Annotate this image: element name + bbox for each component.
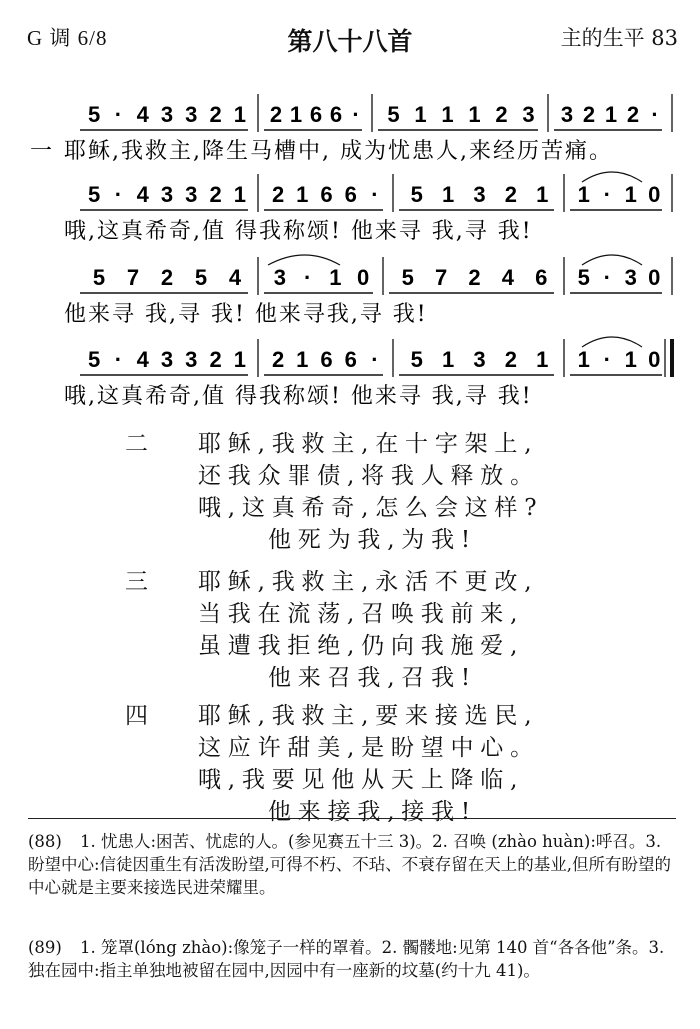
note-0-1-1: 1 [289, 102, 303, 127]
footnote-89 [28, 936, 676, 982]
note-3-1-1: 1 [296, 347, 309, 372]
note-0-2-5: 3 [522, 102, 535, 127]
note-1-1-2: 6 [320, 182, 333, 207]
note-2-0-3: 5 [194, 265, 208, 290]
note-0-0-5: 2 [209, 102, 222, 127]
note-3-1-0: 2 [271, 347, 285, 372]
note-2-0-4: 4 [228, 265, 242, 290]
slur-2b [268, 255, 340, 265]
slur-2 [582, 255, 642, 265]
note-2-3-2: 3 [624, 265, 637, 290]
note-0-2-2: 1 [441, 102, 454, 127]
note-3-3-3: 0 [648, 347, 661, 372]
note-2-2-1: 7 [434, 265, 448, 290]
note-0-3-1: 2 [582, 102, 596, 127]
note-1-0-5: 2 [209, 182, 222, 207]
note-1-0-1: · [114, 182, 123, 207]
note-0-1-0: 2 [269, 102, 283, 127]
note-0-3-2: 1 [604, 102, 618, 127]
verse-2-line-2: 还我众罪债,将我人释放。 [198, 463, 540, 489]
note-1-2-0: 5 [410, 182, 423, 207]
note-3-1-4: · [371, 347, 379, 372]
note-2-0-2: 2 [160, 265, 174, 290]
note-0-2-0: 5 [387, 102, 400, 127]
footnote-89-label: (89) [28, 938, 62, 957]
note-1-0-2: 4 [136, 182, 149, 207]
note-2-1-2: 1 [329, 265, 342, 290]
note-2-2-3: 4 [501, 265, 515, 290]
lyrics-line-0: 耶稣,我救主,降生马槽中, 成为忧患人,来经历苦痛。 [64, 139, 613, 164]
note-2-2-0: 5 [401, 265, 414, 290]
footnote-88-text: 1. 忧患人:困苦、忧虑的人。(参见赛五十三 3)。2. 召唤 (zhào huàn):呼召。3. 盼望中心:信徒因重生有活泼盼望,可得不朽、不玷、不衰存留在天上的基业,但所有盼望的中心就是主要来接选民进荣耀里。 [28, 832, 672, 897]
verse-3-line-2: 当我在流荡,召唤我前来, [198, 601, 525, 627]
note-3-2-0: 5 [410, 347, 423, 372]
verse-number-3: 三 [125, 569, 148, 595]
footnote-88-label: (88) [28, 832, 62, 851]
note-2-3-3: 0 [648, 265, 661, 290]
note-1-3-2: 1 [624, 182, 637, 207]
note-2-0-0: 5 [92, 265, 106, 290]
verse-3-line-3: 虽遭我拒绝,仍向我施爱, [198, 633, 525, 659]
note-0-1-2: 6 [309, 102, 323, 127]
note-0-3-3: 2 [626, 102, 640, 127]
note-1-1-4: · [371, 182, 379, 207]
note-0-0-6: 1 [233, 102, 246, 127]
note-2-0-1: 7 [126, 265, 140, 290]
note-0-0-1: · [114, 102, 123, 127]
note-0-1-4: · [352, 102, 360, 127]
note-3-0-6: 1 [233, 347, 246, 372]
lyrics-line-1: 哦,这真希奇,值 得我称颂! 他来寻 我,寻 我! [64, 219, 533, 244]
note-2-3-1: · [603, 265, 611, 290]
note-3-0-1: · [114, 347, 123, 372]
verse-4-line-2: 这应许甜美,是盼望中心。 [198, 735, 540, 761]
note-2-2-4: 6 [535, 265, 548, 290]
lyrics-line-3: 哦,这真希奇,值 得我称颂! 他来寻 我,寻 我! [64, 384, 533, 409]
lyrics-line-2: 他来寻 我,寻 我! 他来寻我,寻 我! [64, 302, 428, 327]
music-score [0, 80, 700, 420]
note-1-3-0: 1 [577, 182, 590, 207]
note-1-3-1: · [603, 182, 611, 207]
footnote-89-text: 1. 笼罩(lóng zhào):像笼子一样的罩着。2. 髑髅地:见第 140 首“各各他”条。3. 独在园中:指主单独地被留在园中,因园中有一座新的坟墓(约十九 41)。 [28, 938, 665, 980]
note-2-2-2: 2 [468, 265, 481, 290]
verse-3-line-1: 耶稣,我救主,永活不更改, [198, 569, 539, 595]
note-3-2-2: 3 [473, 347, 486, 372]
note-3-2-3: 2 [504, 347, 518, 372]
verse-2-line-3: 哦,这真希奇,怎么会这样? [198, 495, 544, 521]
note-0-0-2: 4 [136, 102, 149, 127]
note-2-3-0: 5 [577, 265, 590, 290]
note-1-2-3: 2 [504, 182, 518, 207]
note-1-1-3: 6 [344, 182, 357, 207]
note-0-1-3: 6 [329, 102, 343, 127]
footnote-divider [28, 818, 676, 819]
hymn-reference: 主的生平 83 [560, 26, 678, 50]
note-3-1-2: 6 [320, 347, 333, 372]
verse-4-line-1: 耶稣,我救主,要来接选民, [198, 703, 539, 729]
note-2-1-3: 0 [357, 265, 370, 290]
note-0-3-0: 3 [560, 102, 574, 127]
note-1-1-0: 2 [271, 182, 285, 207]
key-signature: G 调 6/8 [27, 26, 108, 50]
note-1-1-1: 1 [296, 182, 309, 207]
note-1-2-4: 1 [536, 182, 549, 207]
verse-one-marker: 一 [30, 139, 53, 164]
hymn-title: 第八十八首 [287, 27, 413, 56]
note-3-1-3: 6 [344, 347, 357, 372]
note-3-3-0: 1 [577, 347, 590, 372]
footnote-88 [28, 830, 676, 899]
note-3-2-1: 1 [441, 347, 455, 372]
note-3-0-2: 4 [136, 347, 149, 372]
note-0-2-1: 1 [414, 102, 427, 127]
slur-3 [582, 337, 642, 347]
note-2-1-0: 3 [273, 265, 286, 290]
note-2-1-1: · [303, 265, 312, 290]
note-3-3-1: · [603, 347, 611, 372]
note-0-0-0: 5 [88, 102, 101, 127]
note-3-0-0: 5 [88, 347, 101, 372]
note-0-0-3: 3 [160, 102, 174, 127]
note-1-3-3: 0 [648, 182, 661, 207]
note-0-0-4: 3 [185, 102, 198, 127]
note-3-2-4: 1 [536, 347, 549, 372]
verse-2-line-4: 他死为我,为我! [268, 527, 477, 553]
note-1-2-1: 1 [441, 182, 455, 207]
note-3-0-3: 3 [160, 347, 174, 372]
note-3-0-5: 2 [209, 347, 222, 372]
note-1-0-6: 1 [233, 182, 246, 207]
note-3-3-2: 1 [624, 347, 637, 372]
note-1-2-2: 3 [473, 182, 486, 207]
verse-2-line-1: 耶稣,我救主,在十字架上, [198, 431, 539, 457]
note-3-0-4: 3 [185, 347, 198, 372]
verse-4-line-4: 他来接我,接我! [268, 799, 477, 825]
verse-number-4: 四 [125, 703, 148, 729]
slur-1 [582, 172, 642, 182]
note-0-2-4: 2 [495, 102, 508, 127]
note-1-0-0: 5 [88, 182, 101, 207]
note-1-0-4: 3 [185, 182, 198, 207]
verse-number-2: 二 [125, 431, 148, 457]
verse-4-line-3: 哦,我要见他从天上降临, [198, 767, 525, 793]
note-0-3-4: · [651, 102, 659, 127]
note-1-0-3: 3 [160, 182, 174, 207]
note-0-2-3: 1 [468, 102, 481, 127]
verse-3-line-4: 他来召我,召我! [268, 665, 477, 691]
